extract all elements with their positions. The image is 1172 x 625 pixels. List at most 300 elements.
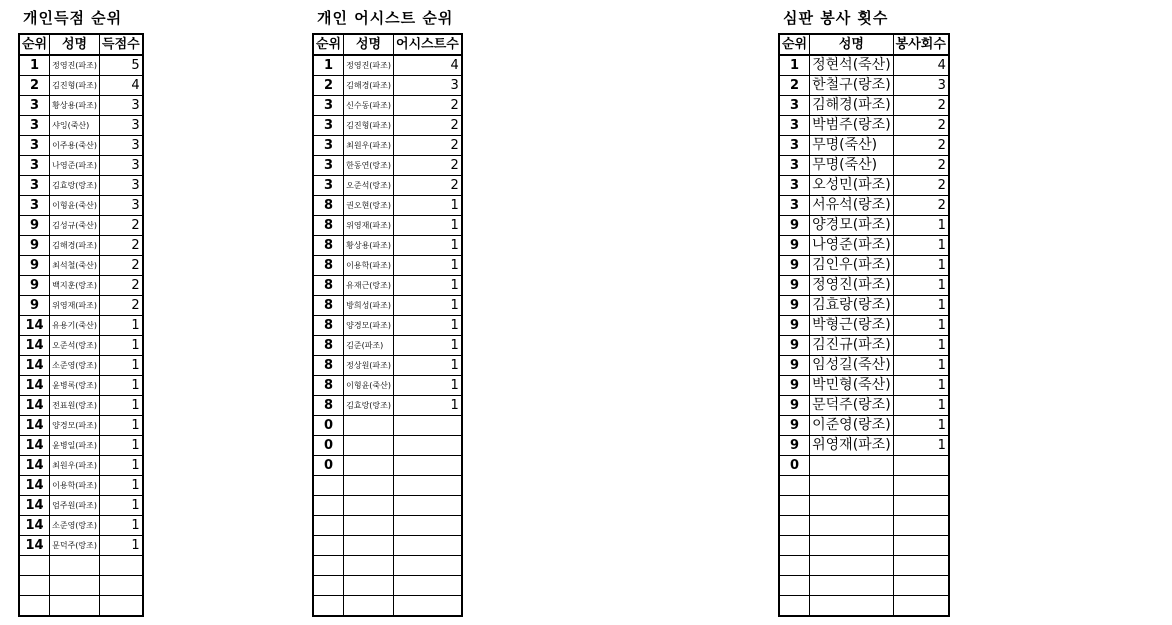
rank-cell — [19, 576, 50, 596]
rank-cell — [313, 556, 344, 576]
count-cell: 1 — [893, 316, 949, 336]
count-cell: 1 — [893, 296, 949, 316]
table-row — [779, 276, 949, 296]
count-cell: 3 — [100, 136, 143, 156]
header-rank: 순위 — [19, 34, 50, 55]
header-name: 성명 — [344, 34, 394, 55]
table-row — [779, 456, 949, 476]
rank-cell: 3 — [779, 136, 810, 156]
name-cell: 문덕주(랑조) — [810, 396, 894, 416]
name-cell: 이준영(랑조) — [810, 416, 894, 436]
name-cell — [50, 576, 100, 596]
table-row — [313, 376, 462, 396]
table-row — [779, 176, 949, 196]
rank-cell — [779, 596, 810, 617]
table-row — [779, 116, 949, 136]
name-cell — [810, 516, 894, 536]
table-row — [313, 356, 462, 376]
name-cell: 위영재(파조) — [344, 216, 394, 236]
count-cell: 4 — [893, 55, 949, 76]
count-cell: 2 — [100, 236, 143, 256]
count-cell: 1 — [100, 536, 143, 556]
table-row — [313, 456, 462, 476]
count-cell: 1 — [893, 376, 949, 396]
rank-cell: 8 — [313, 316, 344, 336]
table-row — [19, 516, 143, 536]
table-row — [313, 416, 462, 436]
name-cell — [810, 596, 894, 617]
name-cell: 샤잉(죽산) — [50, 116, 100, 136]
name-cell: 양경모(파조) — [810, 216, 894, 236]
table-row — [313, 55, 462, 76]
table-row — [19, 216, 143, 236]
rank-cell: 14 — [19, 316, 50, 336]
table-row — [779, 156, 949, 176]
name-cell: 위영재(파조) — [810, 436, 894, 456]
rank-cell: 9 — [779, 316, 810, 336]
count-cell — [394, 556, 462, 576]
name-cell: 양경모(파조) — [50, 416, 100, 436]
count-cell: 5 — [100, 55, 143, 76]
referees-table — [778, 33, 950, 617]
name-cell: 김준(파조) — [344, 336, 394, 356]
count-cell: 1 — [893, 336, 949, 356]
name-cell: 정영진(파조) — [344, 55, 394, 76]
name-cell: 김진형(파조) — [344, 116, 394, 136]
name-cell: 유용기(죽산) — [50, 316, 100, 336]
rank-cell: 3 — [19, 116, 50, 136]
rank-cell: 9 — [779, 376, 810, 396]
rank-cell: 9 — [779, 336, 810, 356]
rank-cell: 9 — [779, 356, 810, 376]
table-row — [779, 336, 949, 356]
count-cell — [893, 476, 949, 496]
rank-cell: 0 — [313, 456, 344, 476]
rank-cell: 3 — [19, 196, 50, 216]
rank-cell: 14 — [19, 516, 50, 536]
count-cell: 1 — [100, 316, 143, 336]
count-cell: 1 — [394, 236, 462, 256]
name-cell: 방희성(파조) — [344, 296, 394, 316]
table-row — [19, 236, 143, 256]
name-cell: 김효랑(랑조) — [344, 396, 394, 416]
name-cell: 이용학(파조) — [344, 256, 394, 276]
rank-cell: 2 — [313, 76, 344, 96]
name-cell: 김해경(파조) — [344, 76, 394, 96]
count-cell — [100, 596, 143, 617]
rank-cell: 14 — [19, 356, 50, 376]
name-cell: 김성규(죽산) — [50, 216, 100, 236]
count-cell: 1 — [893, 356, 949, 376]
count-cell: 1 — [394, 256, 462, 276]
name-cell: 박민형(죽산) — [810, 376, 894, 396]
table-row — [313, 196, 462, 216]
name-cell — [810, 476, 894, 496]
count-cell: 1 — [893, 416, 949, 436]
rank-cell — [313, 476, 344, 496]
rank-cell: 8 — [313, 336, 344, 356]
rank-cell: 14 — [19, 476, 50, 496]
rank-cell — [779, 516, 810, 536]
count-cell: 1 — [394, 216, 462, 236]
table-row — [313, 276, 462, 296]
count-cell: 2 — [394, 116, 462, 136]
count-cell: 1 — [893, 436, 949, 456]
count-cell: 1 — [100, 356, 143, 376]
rank-cell: 8 — [313, 196, 344, 216]
table-row — [19, 316, 143, 336]
rank-cell: 14 — [19, 496, 50, 516]
table-row — [313, 256, 462, 276]
table-row — [19, 96, 143, 116]
name-cell — [810, 536, 894, 556]
rank-cell: 3 — [19, 96, 50, 116]
count-cell: 1 — [394, 296, 462, 316]
table-row — [313, 536, 462, 556]
name-cell: 최석철(죽산) — [50, 256, 100, 276]
table-row — [313, 236, 462, 256]
name-cell — [344, 436, 394, 456]
table-row — [19, 296, 143, 316]
header-count: 어시스트수 — [394, 34, 462, 55]
name-cell: 임성길(죽산) — [810, 356, 894, 376]
name-cell: 전표원(랑조) — [50, 396, 100, 416]
table-row — [19, 556, 143, 576]
table-row — [19, 416, 143, 436]
count-cell: 1 — [100, 456, 143, 476]
rank-cell: 9 — [779, 416, 810, 436]
name-cell: 유재근(랑조) — [344, 276, 394, 296]
table-row — [19, 55, 143, 76]
table-row — [19, 376, 143, 396]
count-cell: 2 — [893, 156, 949, 176]
count-cell: 3 — [100, 196, 143, 216]
rank-cell: 14 — [19, 456, 50, 476]
name-cell — [344, 416, 394, 436]
count-cell: 3 — [394, 76, 462, 96]
count-cell — [893, 556, 949, 576]
count-cell: 2 — [893, 136, 949, 156]
name-cell: 윤병록(랑조) — [50, 376, 100, 396]
table-row — [779, 516, 949, 536]
name-cell — [810, 496, 894, 516]
count-cell: 1 — [100, 496, 143, 516]
table-row — [19, 136, 143, 156]
table-row — [779, 556, 949, 576]
count-cell: 1 — [394, 336, 462, 356]
name-cell: 최원우(파조) — [344, 136, 394, 156]
count-cell: 3 — [100, 116, 143, 136]
count-cell: 2 — [100, 256, 143, 276]
count-cell: 1 — [100, 436, 143, 456]
rank-cell: 0 — [313, 436, 344, 456]
table-row — [779, 236, 949, 256]
count-cell — [394, 536, 462, 556]
name-cell — [344, 516, 394, 536]
rank-cell: 8 — [313, 356, 344, 376]
name-cell: 김진규(파조) — [810, 336, 894, 356]
count-cell: 1 — [394, 356, 462, 376]
table-row — [19, 456, 143, 476]
header-name: 성명 — [50, 34, 100, 55]
name-cell — [344, 496, 394, 516]
rank-cell: 8 — [313, 396, 344, 416]
table-row — [19, 116, 143, 136]
name-cell: 오준석(랑조) — [344, 176, 394, 196]
name-cell — [344, 596, 394, 617]
name-cell: 정영진(파조) — [50, 55, 100, 76]
name-cell — [344, 536, 394, 556]
rank-cell: 14 — [19, 416, 50, 436]
rank-cell: 3 — [779, 156, 810, 176]
count-cell: 2 — [100, 296, 143, 316]
count-cell: 4 — [394, 55, 462, 76]
name-cell: 신수동(파조) — [344, 96, 394, 116]
rank-cell — [19, 556, 50, 576]
name-cell — [810, 556, 894, 576]
rank-cell: 3 — [313, 116, 344, 136]
count-cell: 1 — [893, 216, 949, 236]
table-row — [779, 436, 949, 456]
table-row — [19, 256, 143, 276]
count-cell — [394, 516, 462, 536]
table-row — [313, 316, 462, 336]
rank-cell — [779, 496, 810, 516]
rank-cell: 3 — [313, 176, 344, 196]
rank-cell: 3 — [779, 96, 810, 116]
name-cell: 한동연(랑조) — [344, 156, 394, 176]
count-cell — [893, 596, 949, 617]
rank-cell — [313, 576, 344, 596]
count-cell: 1 — [394, 196, 462, 216]
table-row — [313, 556, 462, 576]
referees-title: 심판 봉사 횟수 — [783, 9, 889, 27]
rank-cell: 3 — [313, 136, 344, 156]
count-cell: 1 — [394, 376, 462, 396]
table-row — [19, 336, 143, 356]
count-cell: 3 — [100, 156, 143, 176]
table-row — [313, 516, 462, 536]
header-rank: 순위 — [313, 34, 344, 55]
table-row — [779, 55, 949, 76]
rank-cell — [779, 556, 810, 576]
scorers-table — [18, 33, 144, 617]
rank-cell: 3 — [313, 156, 344, 176]
table-row — [313, 436, 462, 456]
name-cell: 나영준(파조) — [50, 156, 100, 176]
rank-cell: 1 — [313, 55, 344, 76]
table-row — [313, 336, 462, 356]
table-row — [313, 216, 462, 236]
table-row — [779, 216, 949, 236]
name-cell — [344, 576, 394, 596]
table-row — [313, 496, 462, 516]
count-cell: 1 — [893, 396, 949, 416]
name-cell: 김해경(파조) — [810, 96, 894, 116]
count-cell: 3 — [100, 96, 143, 116]
name-cell: 황상용(파조) — [344, 236, 394, 256]
name-cell: 백지훈(랑조) — [50, 276, 100, 296]
header-name: 성명 — [810, 34, 894, 55]
name-cell: 양경모(파조) — [344, 316, 394, 336]
table-row — [19, 276, 143, 296]
rank-cell: 1 — [19, 55, 50, 76]
header-count: 봉사회수 — [893, 34, 949, 55]
name-cell — [50, 556, 100, 576]
name-cell: 이용학(파조) — [50, 476, 100, 496]
rank-cell — [313, 596, 344, 617]
name-cell: 무명(죽산) — [810, 156, 894, 176]
count-cell: 2 — [893, 196, 949, 216]
count-cell: 1 — [100, 396, 143, 416]
count-cell: 2 — [893, 176, 949, 196]
name-cell: 서유석(랑조) — [810, 196, 894, 216]
rank-cell: 14 — [19, 376, 50, 396]
table-row — [779, 496, 949, 516]
table-row — [313, 176, 462, 196]
rank-cell — [313, 516, 344, 536]
table-row — [779, 296, 949, 316]
table-row — [19, 536, 143, 556]
count-cell — [100, 576, 143, 596]
name-cell: 김진형(파조) — [50, 76, 100, 96]
name-cell — [810, 456, 894, 476]
scorers-title: 개인득점 순위 — [23, 9, 123, 27]
table-row — [19, 156, 143, 176]
rank-cell: 9 — [779, 296, 810, 316]
count-cell: 1 — [394, 396, 462, 416]
table-row — [779, 316, 949, 336]
table-row — [19, 176, 143, 196]
name-cell: 김효랑(랑조) — [50, 176, 100, 196]
count-cell: 2 — [100, 216, 143, 236]
rank-cell: 9 — [779, 256, 810, 276]
rank-cell: 9 — [779, 236, 810, 256]
table-row — [779, 416, 949, 436]
name-cell: 김해경(파조) — [50, 236, 100, 256]
name-cell: 엄주원(파조) — [50, 496, 100, 516]
table-row — [313, 396, 462, 416]
rank-cell: 1 — [779, 55, 810, 76]
rank-cell — [313, 536, 344, 556]
name-cell: 이형윤(죽산) — [50, 196, 100, 216]
table-row — [313, 576, 462, 596]
rank-cell: 9 — [779, 276, 810, 296]
name-cell: 한철구(랑조) — [810, 76, 894, 96]
table-row — [19, 196, 143, 216]
count-cell: 1 — [100, 336, 143, 356]
rank-cell: 9 — [779, 396, 810, 416]
rank-cell: 0 — [313, 416, 344, 436]
table-row — [779, 196, 949, 216]
rank-cell — [779, 536, 810, 556]
table-row — [19, 396, 143, 416]
table-row — [19, 356, 143, 376]
table-row — [779, 256, 949, 276]
rank-cell: 8 — [313, 296, 344, 316]
rank-cell: 9 — [779, 216, 810, 236]
table-row — [779, 76, 949, 96]
count-cell — [394, 576, 462, 596]
table-row — [779, 356, 949, 376]
rank-cell: 3 — [19, 176, 50, 196]
rank-cell: 9 — [19, 216, 50, 236]
rank-cell: 8 — [313, 216, 344, 236]
name-cell: 문덕주(랑조) — [50, 536, 100, 556]
count-cell — [893, 536, 949, 556]
header-rank: 순위 — [779, 34, 810, 55]
count-cell — [100, 556, 143, 576]
count-cell: 1 — [100, 416, 143, 436]
name-cell: 최원우(파조) — [50, 456, 100, 476]
count-cell — [893, 496, 949, 516]
rank-cell: 9 — [19, 276, 50, 296]
rank-cell: 9 — [779, 436, 810, 456]
rank-cell — [19, 596, 50, 617]
count-cell: 2 — [394, 156, 462, 176]
rank-cell: 0 — [779, 456, 810, 476]
rank-cell: 2 — [19, 76, 50, 96]
name-cell — [344, 456, 394, 476]
table-row — [313, 156, 462, 176]
name-cell — [810, 576, 894, 596]
rank-cell: 3 — [779, 196, 810, 216]
rank-cell: 14 — [19, 536, 50, 556]
name-cell: 소준영(랑조) — [50, 516, 100, 536]
rank-cell: 14 — [19, 336, 50, 356]
name-cell — [344, 556, 394, 576]
table-row — [779, 96, 949, 116]
table-row — [779, 536, 949, 556]
rank-cell: 8 — [313, 276, 344, 296]
count-cell: 2 — [394, 136, 462, 156]
count-cell: 3 — [100, 176, 143, 196]
name-cell: 오성민(파조) — [810, 176, 894, 196]
rank-cell: 14 — [19, 436, 50, 456]
count-cell — [394, 596, 462, 617]
name-cell: 무명(죽산) — [810, 136, 894, 156]
table-row — [779, 396, 949, 416]
count-cell: 1 — [100, 376, 143, 396]
table-row — [19, 436, 143, 456]
table-row — [313, 96, 462, 116]
table-row — [779, 376, 949, 396]
rank-cell: 8 — [313, 236, 344, 256]
name-cell: 정현석(죽산) — [810, 55, 894, 76]
name-cell — [50, 596, 100, 617]
table-row — [779, 136, 949, 156]
rank-cell: 3 — [779, 116, 810, 136]
name-cell: 황상용(파조) — [50, 96, 100, 116]
rank-cell — [779, 476, 810, 496]
count-cell — [394, 456, 462, 476]
table-row — [313, 476, 462, 496]
count-cell: 1 — [893, 256, 949, 276]
count-cell: 2 — [394, 96, 462, 116]
table-row — [313, 116, 462, 136]
name-cell: 오준석(랑조) — [50, 336, 100, 356]
name-cell: 박형근(랑조) — [810, 316, 894, 336]
count-cell: 1 — [100, 516, 143, 536]
name-cell: 위영재(파조) — [50, 296, 100, 316]
count-cell: 1 — [394, 276, 462, 296]
name-cell: 이형윤(죽산) — [344, 376, 394, 396]
table-row — [19, 596, 143, 617]
rank-cell — [779, 576, 810, 596]
name-cell: 윤병일(파조) — [50, 436, 100, 456]
table-row — [19, 76, 143, 96]
rank-cell: 9 — [19, 256, 50, 276]
